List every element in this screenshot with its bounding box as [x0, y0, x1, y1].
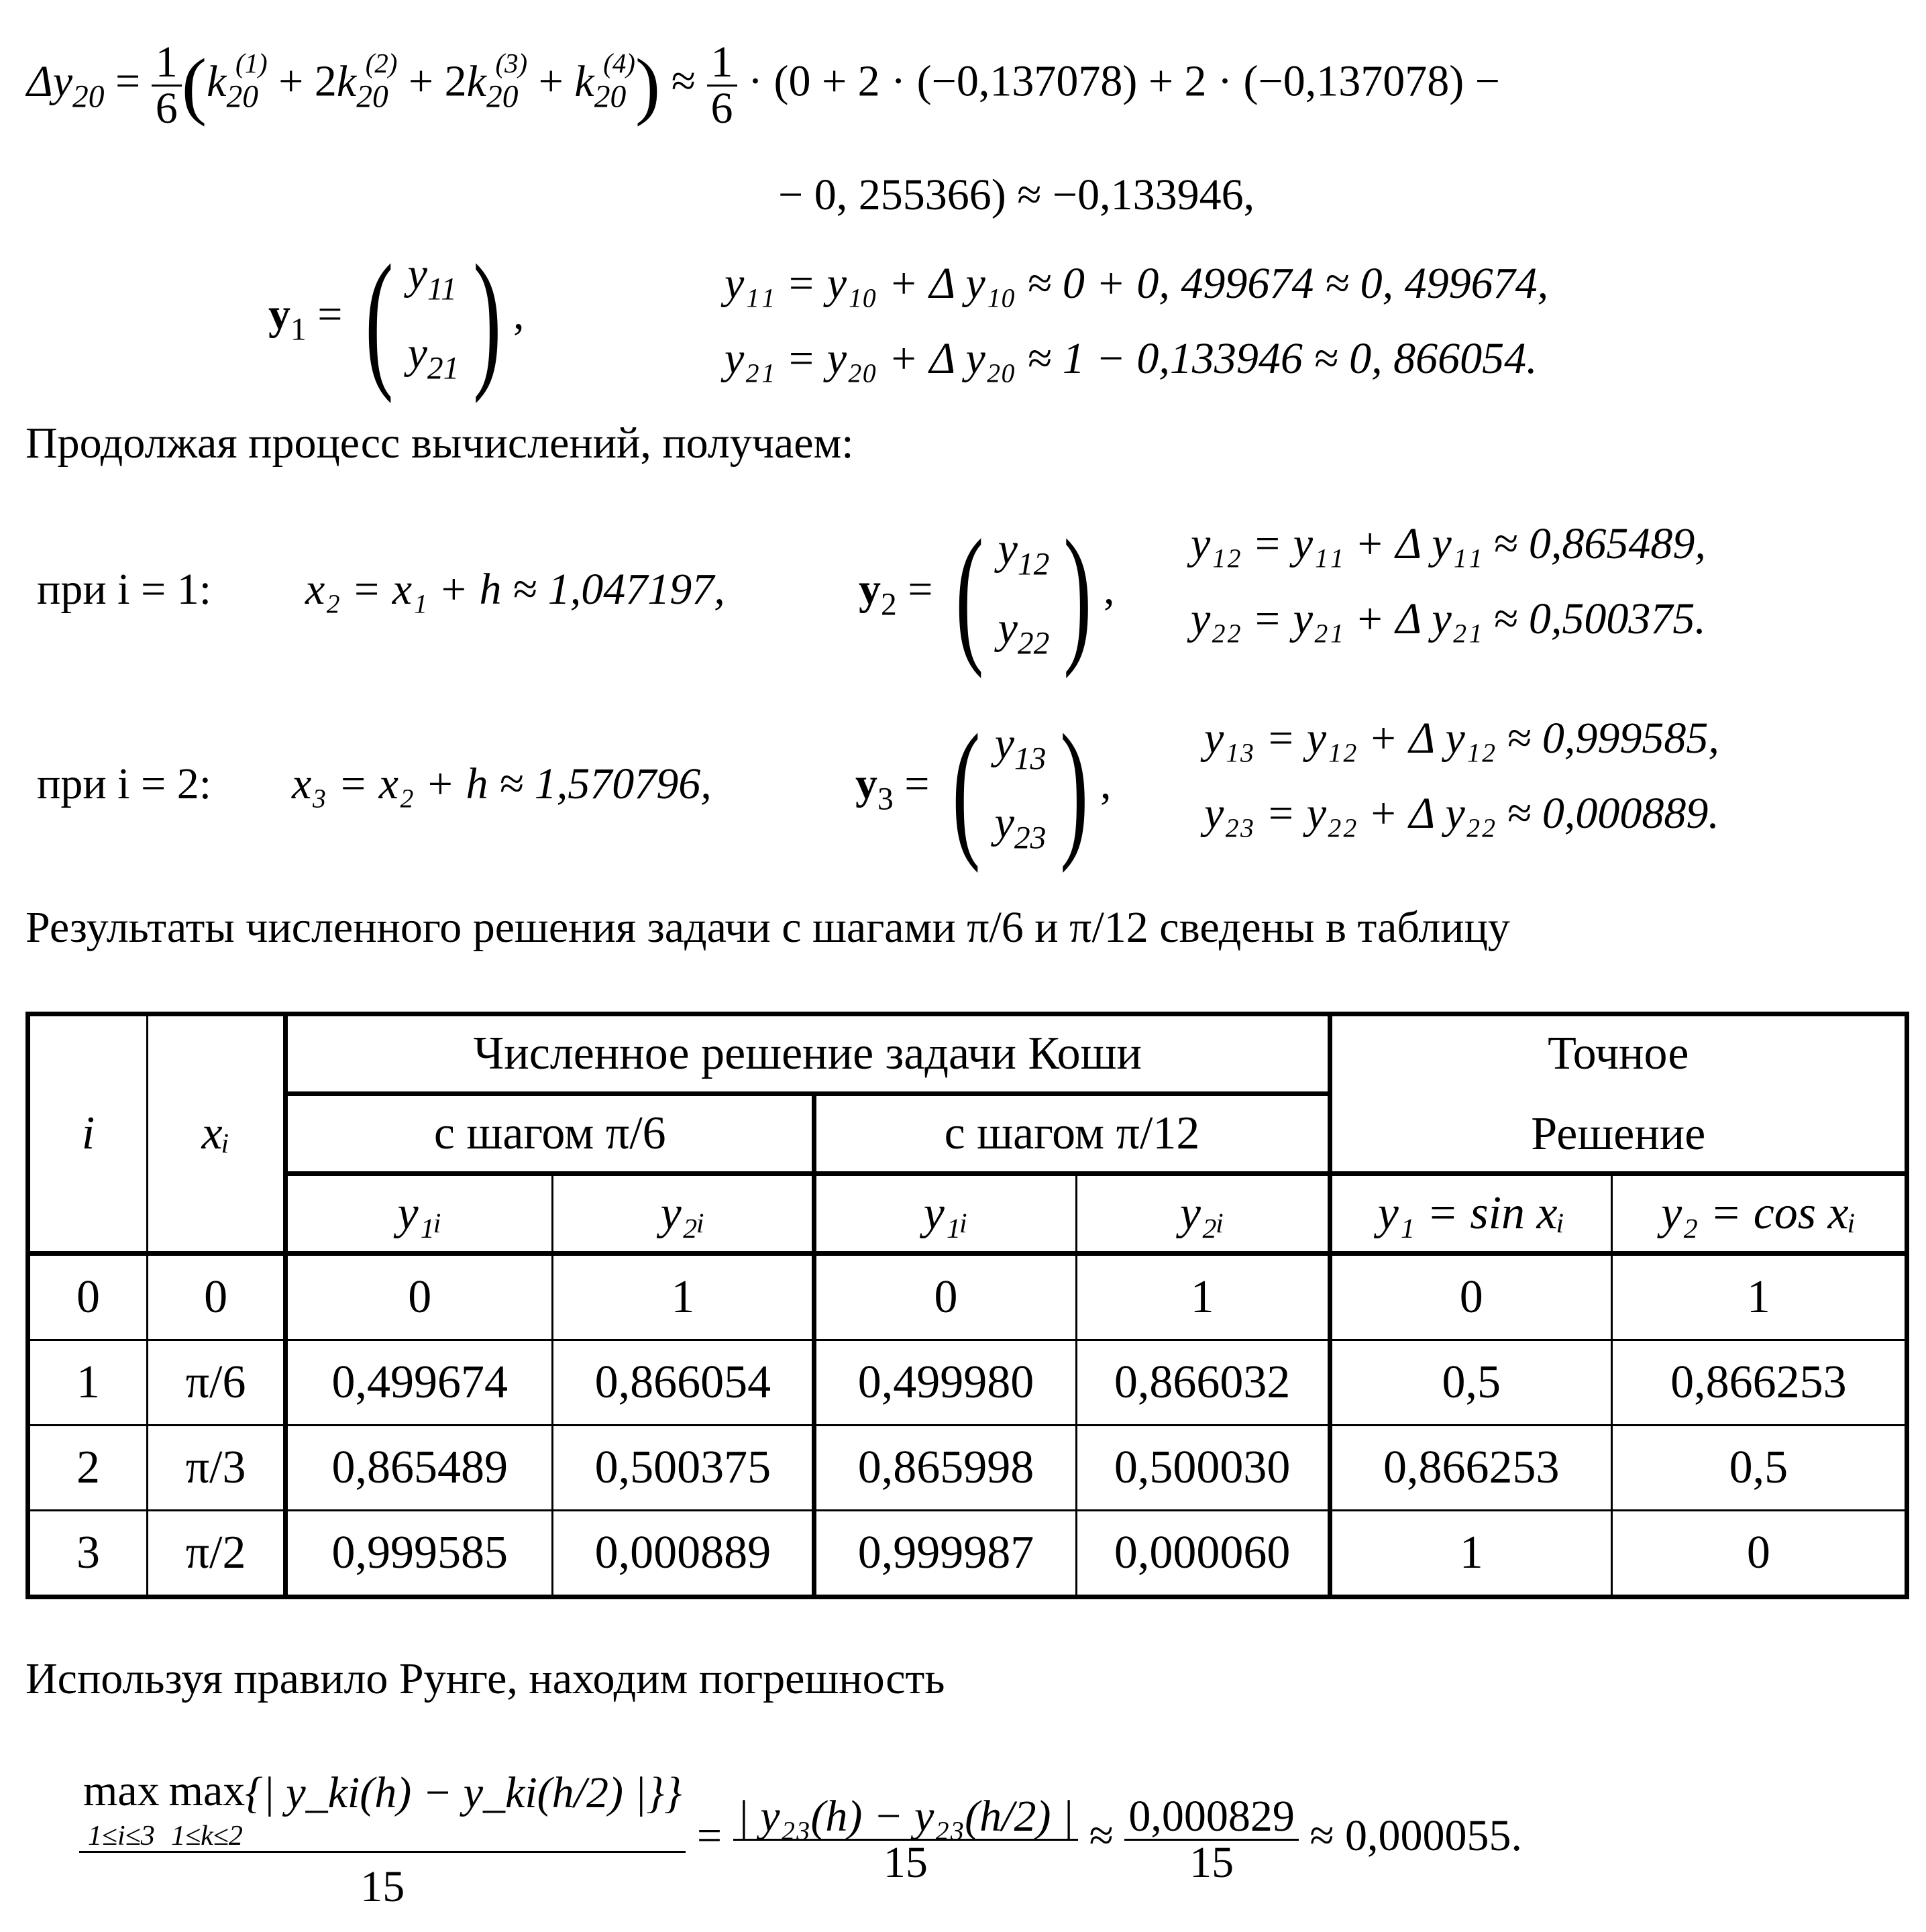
eq-y21: y₂₁ = y₂₀ + Δ y₂₀ ≈ 1 − 0,133946 ≈ 0, 866054. [725, 334, 1538, 383]
group-header-exact: Точное Решение [1330, 1014, 1907, 1174]
runge-formula: max 1≤i≤3max 1≤k≤2{| y_ki(h) − y_ki(h/2) |}} 15 = $\frac{\text{| y₂₃(h) − y₂₃(h/2) |}}{15}$ ≈ $\frac{0,000829}{15}$ ≈ 0,000055. [79, 1771, 1522, 1909]
sub-header-exact-y1: y₁ = sin xᵢ [1330, 1174, 1611, 1254]
sub-header-y2-step2: y₂ᵢ [1076, 1174, 1330, 1254]
frac-one-sixth-2: $\frac{1}{6}$ [707, 40, 737, 131]
table-cell: 1 [1076, 1254, 1330, 1340]
table-cell: 0 [1330, 1254, 1611, 1340]
results-table [25, 1012, 1909, 1599]
table-row [28, 1511, 1907, 1597]
eq-y12: y₁₂ = y₁₁ + Δ y₁₁ ≈ 0,865489, [1191, 519, 1706, 568]
table-cell: 0,866054 [553, 1340, 814, 1426]
step-i2-x: x₃ = x₂ + h ≈ 1,570796, [292, 759, 712, 808]
sub-header-exact-y2: y₂ = cos xᵢ [1611, 1174, 1907, 1254]
vec-y1-block: $y_1$ = ( $y_{11}$ $y_{21}$ ) , [268, 233, 525, 404]
eq-y13: y₁₃ = y₁₂ + Δ y₁₂ ≈ 0,999585, [1204, 714, 1719, 763]
table-cell: 1 [1330, 1511, 1611, 1597]
table-cell: 0,865489 [286, 1426, 553, 1511]
table-cell: 0 [1611, 1511, 1907, 1597]
table-cell: π/3 [148, 1426, 286, 1511]
k1-term: $k_{20}^{(1)}$ [207, 48, 268, 115]
group-header-step2: с шагом π/12 [814, 1094, 1330, 1174]
runge-frac-3: $\frac{0,000829}{15}$ [1124, 1794, 1299, 1885]
table-cell: 0,499674 [286, 1340, 553, 1426]
table-cell: 1 [553, 1254, 814, 1340]
eq-y23: y₂₃ = y₂₂ + Δ y₂₂ ≈ 0,000889. [1204, 789, 1719, 838]
table-cell: 3 [28, 1511, 148, 1597]
table-cell: 0,999585 [286, 1511, 553, 1597]
eq-dy20-lhs: $\Delta y_{20}$ [27, 56, 105, 115]
sub-header-y1-step2: y₁ᵢ [814, 1174, 1076, 1254]
table-cell: 0,865998 [814, 1426, 1076, 1511]
k3-term: $k_{20}^{(3)}$ [466, 48, 528, 115]
text-continue: Продолжая процесс вычислений, получаем: [25, 419, 854, 468]
col-header-x: xᵢ [148, 1014, 286, 1254]
eq-y11: y₁₁ = y₁₀ + Δ y₁₀ ≈ 0 + 0, 499674 ≈ 0, 499674, [725, 259, 1549, 308]
runge-result: ≈ 0,000055. [1309, 1811, 1523, 1861]
eq-dy20-line2: − 0, 255366) ≈ −0,133946, [778, 170, 1255, 219]
table-cell: 0,500030 [1076, 1426, 1330, 1511]
step-i1-x: x₂ = x₁ + h ≈ 1,047197, [305, 565, 725, 614]
table-cell: 2 [28, 1426, 148, 1511]
runge-frac-2: $\frac{\text{| y₂₃(h) − y₂₃(h/2) |}}{15}$ [733, 1794, 1078, 1885]
table-cell: π/6 [148, 1340, 286, 1426]
vec-y1-equations [725, 259, 1549, 383]
table-cell: 1 [28, 1340, 148, 1426]
step-i2-equations [1204, 716, 1719, 836]
group-header-step1: с шагом π/6 [286, 1094, 814, 1174]
col-header-i: i [28, 1014, 148, 1254]
table-cell: 0,5 [1330, 1340, 1611, 1426]
table-row [28, 1254, 1907, 1340]
sub-header-y1-step1: y₁ᵢ [286, 1174, 553, 1254]
group-header-numeric: Численное решение задачи Коши [286, 1014, 1330, 1094]
table-cell: 0,5 [1611, 1426, 1907, 1511]
frac-one-sixth: $\frac{1}{6}$ [152, 40, 182, 131]
table-cell: 0,999987 [814, 1511, 1076, 1597]
eq-y22: y₂₂ = y₂₁ + Δ y₂₁ ≈ 0,500375. [1191, 594, 1706, 643]
table-cell: 1 [1611, 1254, 1907, 1340]
table-cell: π/2 [148, 1511, 286, 1597]
text-results: Результаты численного решения задачи с шагами π/6 и π/12 сведены в таблицу [25, 903, 1510, 952]
table-cell: 0,500375 [553, 1426, 814, 1511]
table-cell: 0,866253 [1330, 1426, 1611, 1511]
step-i2-label: при i = 2: [37, 759, 212, 808]
table-cell: 0,866253 [1611, 1340, 1907, 1426]
table-cell: 0 [28, 1254, 148, 1340]
k4-term: $k_{20}^{(4)}$ [574, 48, 635, 115]
sub-header-y2-step1: y₂ᵢ [553, 1174, 814, 1254]
table-cell: 0,000060 [1076, 1511, 1330, 1597]
eq-dy20-rhs-line1: · (0 + 2 · (−0,137078) + 2 · (−0,137078) − [748, 56, 1500, 106]
step-i1-vec: $y_2$ = ( $y_{12}$ $y_{22}$ ) , [859, 508, 1115, 679]
results-table-body [28, 1254, 1907, 1597]
eq-dy20-line1: $\Delta y_{20}$ = $\frac{1}{6}$ $(k_{20}^{(1)} + 2k_{20}^{(2)} + 2k_{20}^{(3)} + k_{20}^{(4)})$ ≈ $\frac{1}{6}$ · (0 + 2 · (−0,137078) + 2 · (−0,137078) − [27, 38, 1500, 133]
table-cell: 0,499980 [814, 1340, 1076, 1426]
table-cell: 0 [814, 1254, 1076, 1340]
vec-y1-name: $y_1$ [268, 290, 307, 347]
table-cell: 0,866032 [1076, 1340, 1330, 1426]
table-row [28, 1426, 1907, 1511]
k2-term: $k_{20}^{(2)}$ [336, 48, 398, 115]
table-row [28, 1340, 1907, 1426]
text-runge: Используя правило Рунге, находим погрешность [25, 1654, 945, 1703]
table-cell: 0 [286, 1254, 553, 1340]
vec-y1-matrix: ( $y_{11}$ $y_{21}$ ) [365, 233, 502, 404]
step-i2-vec: $y_3$ = ( $y_{13}$ $y_{23}$ ) , [855, 702, 1112, 873]
step-i1-equations [1191, 519, 1706, 643]
runge-frac-1: max 1≤i≤3max 1≤k≤2{| y_ki(h) − y_ki(h/2) |}} 15 [79, 1771, 686, 1909]
table-cell: 0 [148, 1254, 286, 1340]
table-cell: 0,000889 [553, 1511, 814, 1597]
step-i1-label: при i = 1: [37, 565, 212, 614]
